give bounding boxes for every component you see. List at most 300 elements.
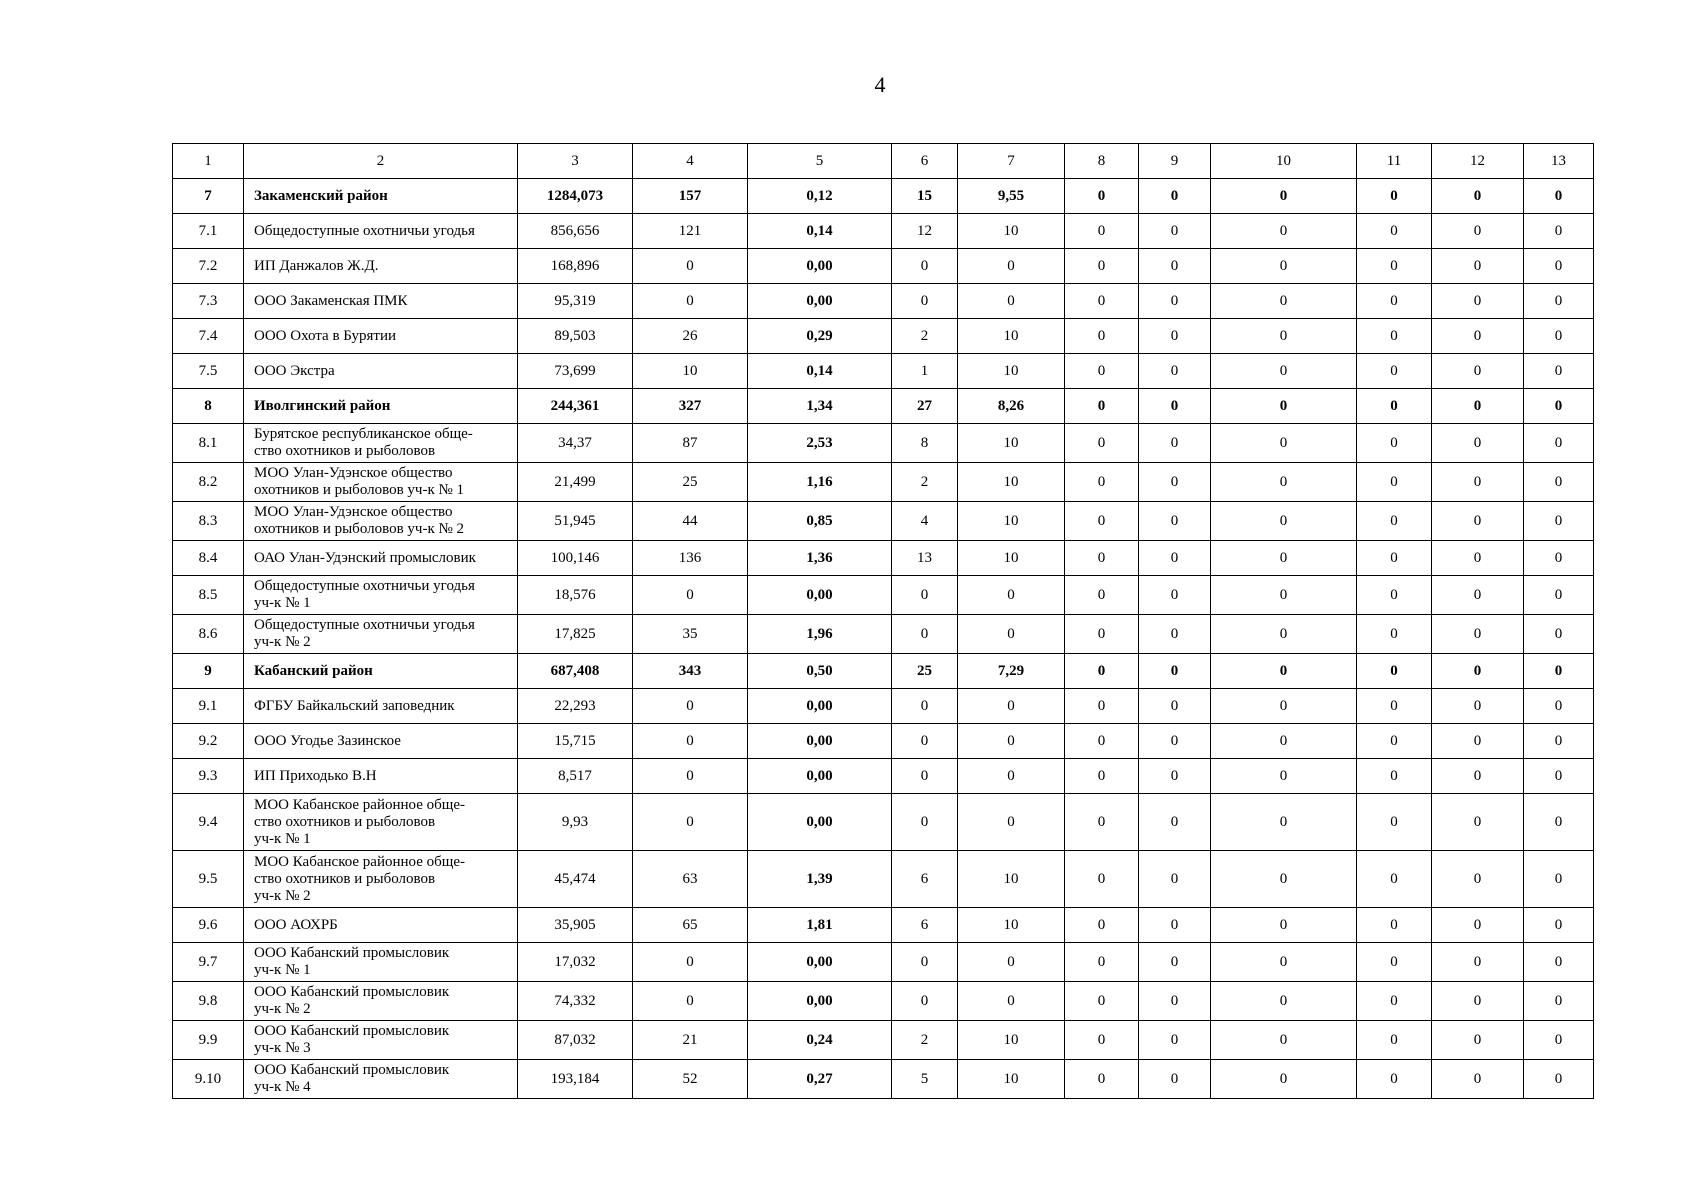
table-row [173,1021,1594,1060]
row-number-cell: 8.6 [173,615,244,654]
col-13-value-cell: 0 [1524,794,1594,851]
col-9-value-cell: 0 [1139,724,1211,759]
col-8-value-cell: 0 [1065,179,1139,214]
col-4-value-cell: 25 [633,463,748,502]
table-row [173,759,1594,794]
col-6-value-cell: 0 [892,794,958,851]
col-4-value-cell: 65 [633,908,748,943]
col-13-value-cell: 0 [1524,654,1594,689]
name-line: Бурятское республиканское обще- [254,426,473,442]
col-8-value-cell: 0 [1065,943,1139,982]
col-8-value-cell: 0 [1065,541,1139,576]
col-6-value-cell: 27 [892,389,958,424]
col-13-value-cell: 0 [1524,759,1594,794]
table-row [173,424,1594,463]
row-number-cell: 9.7 [173,943,244,982]
col-4-value-cell: 157 [633,179,748,214]
col-8-value-cell: 0 [1065,502,1139,541]
col-6-value-cell: 1 [892,354,958,389]
col-12-value-cell: 0 [1432,389,1524,424]
column-number-cell: 12 [1432,144,1524,179]
col-9-value-cell: 0 [1139,463,1211,502]
col-5-value-cell: 0,00 [748,576,892,615]
col-7-value-cell: 7,29 [958,654,1065,689]
col-13-value-cell: 0 [1524,689,1594,724]
col-10-value-cell: 0 [1211,759,1357,794]
col-4-value-cell: 10 [633,354,748,389]
col-12-value-cell: 0 [1432,689,1524,724]
col-9-value-cell: 0 [1139,794,1211,851]
col-8-value-cell: 0 [1065,689,1139,724]
col-5-value-cell: 0,24 [748,1021,892,1060]
col-3-value-cell: 18,576 [518,576,633,615]
col-10-value-cell: 0 [1211,179,1357,214]
col-6-value-cell: 0 [892,284,958,319]
col-3-value-cell: 17,032 [518,943,633,982]
col-13-value-cell: 0 [1524,354,1594,389]
name-line: Общедоступные охотничьи угодья [254,617,475,633]
col-11-value-cell: 0 [1357,179,1432,214]
table-body [173,144,1594,1099]
district-total-row [173,389,1594,424]
col-4-value-cell: 0 [633,249,748,284]
name-line: ООО Закаменская ПМК [254,292,408,309]
col-8-value-cell: 0 [1065,615,1139,654]
col-4-value-cell: 327 [633,389,748,424]
row-number-cell: 9.2 [173,724,244,759]
col-13-value-cell: 0 [1524,982,1594,1021]
col-6-value-cell: 6 [892,908,958,943]
table-row [173,284,1594,319]
col-12-value-cell: 0 [1432,759,1524,794]
col-9-value-cell: 0 [1139,759,1211,794]
col-11-value-cell: 0 [1357,463,1432,502]
col-5-value-cell: 0,50 [748,654,892,689]
col-10-value-cell: 0 [1211,908,1357,943]
col-6-value-cell: 15 [892,179,958,214]
col-8-value-cell: 0 [1065,249,1139,284]
col-11-value-cell: 0 [1357,908,1432,943]
col-9-value-cell: 0 [1139,943,1211,982]
col-11-value-cell: 0 [1357,654,1432,689]
col-8-value-cell: 0 [1065,654,1139,689]
col-4-value-cell: 0 [633,284,748,319]
col-11-value-cell: 0 [1357,576,1432,615]
col-10-value-cell: 0 [1211,354,1357,389]
col-12-value-cell: 0 [1432,615,1524,654]
col-8-value-cell: 0 [1065,576,1139,615]
table-row [173,724,1594,759]
name-cell [244,1021,518,1060]
col-8-value-cell: 0 [1065,759,1139,794]
name-line: ООО Кабанский промысловик [254,1023,450,1039]
col-12-value-cell: 0 [1432,284,1524,319]
col-3-value-cell: 35,905 [518,908,633,943]
row-number-cell: 8.1 [173,424,244,463]
col-9-value-cell: 0 [1139,214,1211,249]
col-13-value-cell: 0 [1524,502,1594,541]
row-number-cell: 9.6 [173,908,244,943]
col-11-value-cell: 0 [1357,354,1432,389]
col-13-value-cell: 0 [1524,615,1594,654]
column-number-cell: 6 [892,144,958,179]
name-cell [244,1060,518,1099]
name-cell [244,576,518,615]
name-line: ство охотников и рыболовов [254,813,436,830]
name-line: ООО Кабанский промысловик [254,1062,450,1078]
row-number-cell: 7.4 [173,319,244,354]
col-3-value-cell: 74,332 [518,982,633,1021]
name-cell [244,214,518,249]
col-3-value-cell: 17,825 [518,615,633,654]
col-12-value-cell: 0 [1432,424,1524,463]
col-8-value-cell: 0 [1065,463,1139,502]
col-7-value-cell: 0 [958,724,1065,759]
col-7-value-cell: 0 [958,284,1065,319]
row-number-cell: 9.3 [173,759,244,794]
col-3-value-cell: 22,293 [518,689,633,724]
col-8-value-cell: 0 [1065,982,1139,1021]
name-line: охотников и рыболовов уч-к № 1 [254,482,465,498]
col-12-value-cell: 0 [1432,463,1524,502]
col-3-value-cell: 87,032 [518,1021,633,1060]
name-line: ООО Кабанский промысловик [254,984,450,1000]
col-7-value-cell: 0 [958,689,1065,724]
name-line: уч-к № 1 [254,595,311,611]
col-10-value-cell: 0 [1211,541,1357,576]
col-4-value-cell: 35 [633,615,748,654]
col-3-value-cell: 9,93 [518,794,633,851]
col-4-value-cell: 44 [633,502,748,541]
col-11-value-cell: 0 [1357,759,1432,794]
col-3-value-cell: 51,945 [518,502,633,541]
table-row [173,615,1594,654]
col-6-value-cell: 2 [892,463,958,502]
col-6-value-cell: 0 [892,576,958,615]
col-11-value-cell: 0 [1357,689,1432,724]
table-row [173,908,1594,943]
col-12-value-cell: 0 [1432,214,1524,249]
name-line: ство охотников и рыболовов [254,870,436,887]
col-10-value-cell: 0 [1211,284,1357,319]
name-cell [244,943,518,982]
col-10-value-cell: 0 [1211,424,1357,463]
table-row [173,541,1594,576]
col-6-value-cell: 0 [892,689,958,724]
col-10-value-cell: 0 [1211,319,1357,354]
name-cell [244,354,518,389]
col-7-value-cell: 0 [958,759,1065,794]
col-3-value-cell: 15,715 [518,724,633,759]
column-number-cell: 5 [748,144,892,179]
col-7-value-cell: 10 [958,1060,1065,1099]
column-number-cell: 8 [1065,144,1139,179]
col-13-value-cell: 0 [1524,576,1594,615]
name-cell [244,319,518,354]
col-9-value-cell: 0 [1139,982,1211,1021]
col-10-value-cell: 0 [1211,249,1357,284]
district-total-row [173,179,1594,214]
name-cell [244,982,518,1021]
col-12-value-cell: 0 [1432,982,1524,1021]
col-6-value-cell: 0 [892,615,958,654]
name-line: ООО Охота в Бурятии [254,327,397,344]
col-10-value-cell: 0 [1211,1021,1357,1060]
name-cell [244,851,518,908]
col-5-value-cell: 0,14 [748,214,892,249]
row-number-cell: 7.5 [173,354,244,389]
col-12-value-cell: 0 [1432,851,1524,908]
col-4-value-cell: 0 [633,794,748,851]
col-7-value-cell: 10 [958,502,1065,541]
col-9-value-cell: 0 [1139,1021,1211,1060]
row-number-cell: 8.2 [173,463,244,502]
col-5-value-cell: 0,00 [748,724,892,759]
col-3-value-cell: 45,474 [518,851,633,908]
col-9-value-cell: 0 [1139,249,1211,284]
col-4-value-cell: 136 [633,541,748,576]
col-12-value-cell: 0 [1432,943,1524,982]
name-line: Иволгинский район [254,397,391,414]
col-13-value-cell: 0 [1524,908,1594,943]
name-line: уч-к № 1 [254,962,311,978]
name-cell [244,502,518,541]
col-8-value-cell: 0 [1065,214,1139,249]
col-13-value-cell: 0 [1524,249,1594,284]
col-3-value-cell: 856,656 [518,214,633,249]
col-3-value-cell: 95,319 [518,284,633,319]
col-12-value-cell: 0 [1432,354,1524,389]
col-12-value-cell: 0 [1432,724,1524,759]
col-7-value-cell: 0 [958,576,1065,615]
name-line: ство охотников и рыболовов [254,443,436,459]
table-row [173,1060,1594,1099]
row-number-cell: 9.10 [173,1060,244,1099]
col-9-value-cell: 0 [1139,179,1211,214]
col-8-value-cell: 0 [1065,1060,1139,1099]
col-12-value-cell: 0 [1432,179,1524,214]
col-11-value-cell: 0 [1357,724,1432,759]
column-number-cell: 9 [1139,144,1211,179]
name-line: уч-к № 4 [254,1079,311,1095]
col-11-value-cell: 0 [1357,541,1432,576]
column-number-cell: 2 [244,144,518,179]
col-13-value-cell: 0 [1524,389,1594,424]
name-line: Общедоступные охотничьи угодья [254,222,475,239]
col-12-value-cell: 0 [1432,1060,1524,1099]
col-10-value-cell: 0 [1211,851,1357,908]
col-3-value-cell: 244,361 [518,389,633,424]
col-8-value-cell: 0 [1065,319,1139,354]
col-13-value-cell: 0 [1524,724,1594,759]
col-13-value-cell: 0 [1524,1060,1594,1099]
name-line: ОАО Улан-Удэнский промысловик [254,549,476,566]
col-11-value-cell: 0 [1357,284,1432,319]
col-8-value-cell: 0 [1065,354,1139,389]
col-5-value-cell: 0,00 [748,943,892,982]
col-10-value-cell: 0 [1211,943,1357,982]
col-8-value-cell: 0 [1065,794,1139,851]
col-10-value-cell: 0 [1211,576,1357,615]
row-number-cell: 9 [173,654,244,689]
col-5-value-cell: 1,96 [748,615,892,654]
row-number-cell: 7.2 [173,249,244,284]
col-11-value-cell: 0 [1357,982,1432,1021]
col-13-value-cell: 0 [1524,424,1594,463]
col-10-value-cell: 0 [1211,654,1357,689]
col-4-value-cell: 0 [633,724,748,759]
col-12-value-cell: 0 [1432,249,1524,284]
row-number-cell: 8 [173,389,244,424]
name-cell [244,424,518,463]
col-3-value-cell: 89,503 [518,319,633,354]
col-7-value-cell: 10 [958,214,1065,249]
col-9-value-cell: 0 [1139,654,1211,689]
col-3-value-cell: 168,896 [518,249,633,284]
table-row [173,576,1594,615]
col-8-value-cell: 0 [1065,1021,1139,1060]
col-8-value-cell: 0 [1065,389,1139,424]
col-9-value-cell: 0 [1139,389,1211,424]
col-6-value-cell: 2 [892,319,958,354]
col-9-value-cell: 0 [1139,908,1211,943]
col-8-value-cell: 0 [1065,908,1139,943]
page-number: 4 [874,72,886,97]
col-9-value-cell: 0 [1139,689,1211,724]
district-total-row [173,654,1594,689]
col-12-value-cell: 0 [1432,541,1524,576]
col-5-value-cell: 2,53 [748,424,892,463]
name-cell [244,908,518,943]
col-8-value-cell: 0 [1065,284,1139,319]
col-13-value-cell: 0 [1524,179,1594,214]
col-10-value-cell: 0 [1211,1060,1357,1099]
col-13-value-cell: 0 [1524,319,1594,354]
col-3-value-cell: 100,146 [518,541,633,576]
name-line: ИП Данжалов Ж.Д. [254,257,379,274]
name-cell [244,794,518,851]
col-5-value-cell: 0,00 [748,982,892,1021]
name-line: МОО Улан-Удэнское общество [254,504,453,520]
col-4-value-cell: 0 [633,982,748,1021]
col-3-value-cell: 73,699 [518,354,633,389]
col-6-value-cell: 0 [892,759,958,794]
col-4-value-cell: 0 [633,759,748,794]
col-13-value-cell: 0 [1524,463,1594,502]
col-9-value-cell: 0 [1139,502,1211,541]
row-number-cell: 8.5 [173,576,244,615]
col-6-value-cell: 2 [892,1021,958,1060]
col-9-value-cell: 0 [1139,319,1211,354]
row-number-cell: 7.3 [173,284,244,319]
col-9-value-cell: 0 [1139,1060,1211,1099]
name-cell [244,541,518,576]
col-3-value-cell: 21,499 [518,463,633,502]
column-number-cell: 10 [1211,144,1357,179]
col-9-value-cell: 0 [1139,354,1211,389]
col-7-value-cell: 10 [958,463,1065,502]
name-line: Общедоступные охотничьи угодья [254,578,475,594]
col-7-value-cell: 9,55 [958,179,1065,214]
name-cell [244,615,518,654]
col-3-value-cell: 687,408 [518,654,633,689]
col-13-value-cell: 0 [1524,284,1594,319]
col-5-value-cell: 0,00 [748,284,892,319]
col-11-value-cell: 0 [1357,851,1432,908]
name-cell [244,654,518,689]
col-4-value-cell: 21 [633,1021,748,1060]
col-5-value-cell: 0,85 [748,502,892,541]
col-4-value-cell: 52 [633,1060,748,1099]
col-7-value-cell: 0 [958,249,1065,284]
name-cell [244,389,518,424]
col-12-value-cell: 0 [1432,794,1524,851]
col-8-value-cell: 0 [1065,851,1139,908]
row-number-cell: 9.9 [173,1021,244,1060]
col-12-value-cell: 0 [1432,1021,1524,1060]
col-3-value-cell: 34,37 [518,424,633,463]
col-6-value-cell: 12 [892,214,958,249]
table-row [173,943,1594,982]
col-9-value-cell: 0 [1139,851,1211,908]
table-row [173,794,1594,851]
row-number-cell: 8.4 [173,541,244,576]
name-cell [244,724,518,759]
col-9-value-cell: 0 [1139,615,1211,654]
col-11-value-cell: 0 [1357,1060,1432,1099]
col-5-value-cell: 0,00 [748,249,892,284]
col-10-value-cell: 0 [1211,502,1357,541]
col-4-value-cell: 87 [633,424,748,463]
col-10-value-cell: 0 [1211,794,1357,851]
col-9-value-cell: 0 [1139,541,1211,576]
name-line: ФГБУ Байкальский заповедник [254,697,455,714]
col-3-value-cell: 193,184 [518,1060,633,1099]
name-line: ООО Экстра [254,362,335,379]
data-table-container [172,143,1593,1099]
col-7-value-cell: 10 [958,424,1065,463]
col-5-value-cell: 0,00 [748,689,892,724]
name-line: уч-к № 2 [254,1001,311,1017]
column-number-cell: 7 [958,144,1065,179]
col-7-value-cell: 10 [958,908,1065,943]
col-9-value-cell: 0 [1139,576,1211,615]
name-cell [244,759,518,794]
col-5-value-cell: 1,36 [748,541,892,576]
col-10-value-cell: 0 [1211,724,1357,759]
col-6-value-cell: 5 [892,1060,958,1099]
col-11-value-cell: 0 [1357,389,1432,424]
col-11-value-cell: 0 [1357,502,1432,541]
name-line: МОО Кабанское районное обще- [254,853,465,870]
col-13-value-cell: 0 [1524,1021,1594,1060]
col-6-value-cell: 25 [892,654,958,689]
col-4-value-cell: 0 [633,689,748,724]
row-number-cell: 9.1 [173,689,244,724]
table-row [173,354,1594,389]
table-row [173,502,1594,541]
name-cell [244,284,518,319]
col-6-value-cell: 0 [892,724,958,759]
col-7-value-cell: 10 [958,319,1065,354]
col-9-value-cell: 0 [1139,424,1211,463]
col-5-value-cell: 0,14 [748,354,892,389]
col-11-value-cell: 0 [1357,424,1432,463]
name-line: уч-к № 2 [254,634,311,650]
col-6-value-cell: 0 [892,943,958,982]
col-10-value-cell: 0 [1211,389,1357,424]
col-10-value-cell: 0 [1211,689,1357,724]
